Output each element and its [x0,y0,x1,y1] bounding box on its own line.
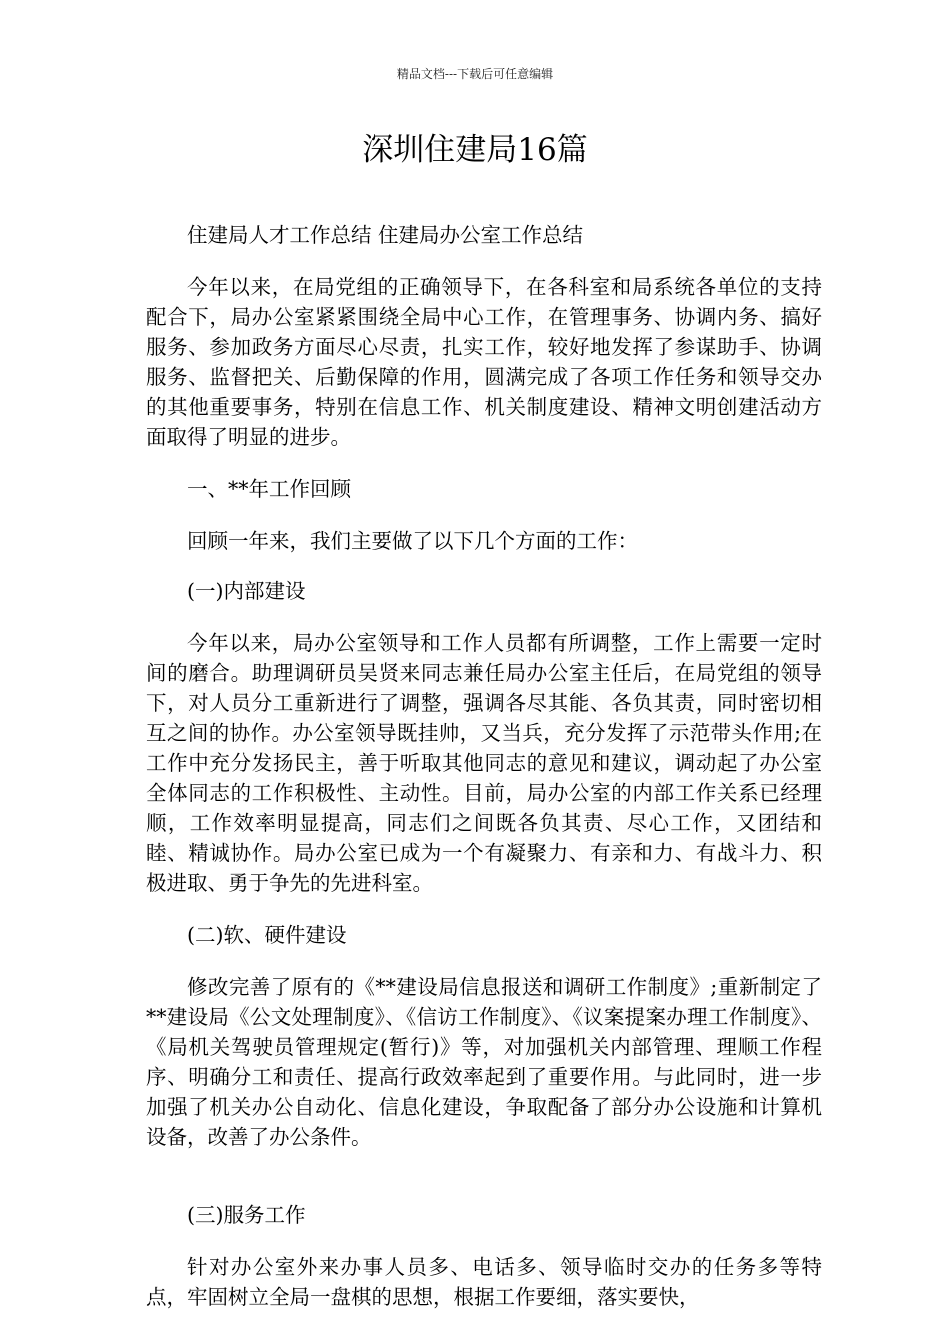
paragraph-intro: 今年以来，在局党组的正确领导下，在各科室和局系统各单位的支持配合下，局办公室紧紧围绕全局中心工作，在管理事务、协调内务、搞好服务、参加政务方面尽心尽责，扎实工作，较好地发挥了参谋助手、协调服务、监督把关、后勤保障的作用，圆满完成了各项工作任务和领导交办的其他重要事务，特别在信息工作、机关制度建设、精神文明创建活动方面取得了明显的进步。 [146,275,822,449]
section-heading-review: 一、**年工作回顾 [187,477,351,501]
subheading-soft-hard-building: (二)软、硬件建设 [187,923,347,947]
paragraph-internal-building: 今年以来，局办公室领导和工作人员都有所调整，工作上需要一定时间的磨合。助理调研员吴贤来同志兼任局办公室主任后，在局党组的领导下，对人员分工重新进行了调整，强调各尽其能、各负其责，同时密切相互之间的协作。办公室领导既挂帅，又当兵，充分发挥了示范带头作用;在工作中充分发扬民主，善于听取其他同志的意见和建议，调动起了办公室全体同志的工作积极性、主动性。目前，局办公室的内部工作关系已经理顺，工作效率明显提高，同志们之间既各负其责、尽心工作，又团结和睦、精诚协作。局办公室已成为一个有凝聚力、有亲和力、有战斗力、积极进取、勇于争先的先进科室。 [146,631,822,895]
document-title: 深圳住建局16篇 [362,132,588,168]
subheading-internal-building: (一)内部建设 [187,579,306,603]
document-body [146,220,822,1312]
paragraph-soft-hard-building: 修改完善了原有的《**建设局信息报送和调研工作制度》;重新制定了**建设局《公文处理制度》、《信访工作制度》、《议案提案办理工作制度》、《局机关驾驶员管理规定(暂行)》等，对加强机关内部管理、理顺工作程序、明确分工和责任、提高行政效率起到了重要作用。与此同时，进一步加强了机关办公自动化、信息化建设，争取配备了部分办公设施和计算机设备，改善了办公条件。 [146,975,822,1149]
paragraph-service-work: 针对办公室外来办事人员多、电话多、领导临时交办的任务多等特点，牢固树立全局一盘棋的思想，根据工作要细，落实要快， [146,1255,822,1309]
header-note: 精品文档---下载后可任意编辑 [396,67,554,81]
subtitle-line: 住建局人才工作总结 住建局办公室工作总结 [187,223,584,247]
subheading-service-work: (三)服务工作 [187,1203,306,1227]
paragraph-review-lead: 回顾一年来，我们主要做了以下几个方面的工作： [187,529,638,553]
